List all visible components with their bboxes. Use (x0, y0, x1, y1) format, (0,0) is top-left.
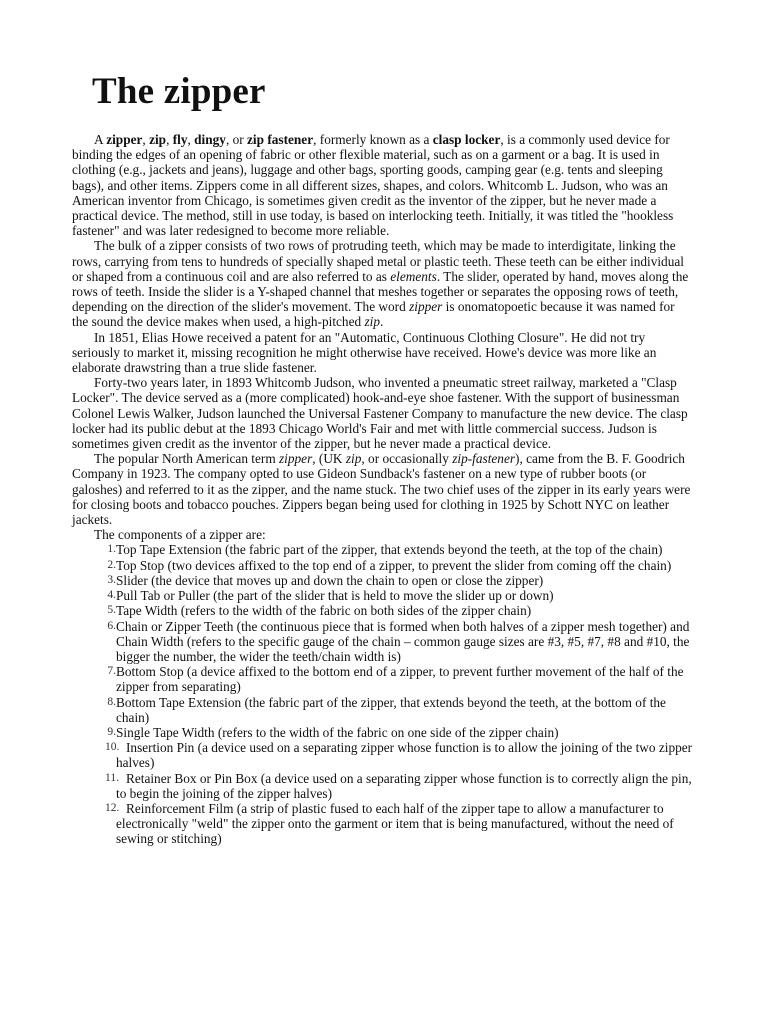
paragraph-structure (72, 238, 694, 329)
list-item-text: Top Stop (two devices affixed to the top end of a zipper, to prevent the slider from coming off the chain) (116, 557, 672, 573)
list-item (72, 740, 694, 770)
paragraph-term (72, 451, 694, 527)
p1-run: , is a commonly used device for binding the edges of an opening of fabric or other flexible material, such as on a garment or a bag. It is used in clothing (e.g., jackets and jeans), luggage and other bags, sporting goods, camping gear (e.g. tents and sleeping bags), and other items. Zippers come in all different sizes, shapes, and colors. Whitcomb L. Judson, who was an American inventor from Chicago, is sometimes given credit as the inventor of the zipper, but he never made a practical device. The method, still in use today, is based on interlocking teeth. Initially, it was titled the "hookless fastener" and was later redesigned to become more reliable. (72, 132, 674, 239)
list-item-text: Bottom Stop (a device affixed to the bottom end of a zipper, to prevent further movement of the half of the zipper from separating) (116, 664, 684, 695)
p1-run: dingy (194, 132, 226, 147)
list-item-number: 10. (105, 741, 120, 754)
p5-run: , (UK (312, 451, 346, 467)
list-item-text: Slider (the device that moves up and down the chain to open or close the zipper) (116, 572, 544, 588)
p2-run: . The slider, operated by hand, moves along the rows of teeth. Inside the slider is a Y-shaped channel that meshes together or separates the opposing rows of teeth, depending on the direction of the slider's movement. The word (72, 268, 689, 315)
list-item-text: Top Tape Extension (the fabric part of the zipper, that extends beyond the teeth, at the top of the chain) (116, 542, 663, 558)
list-item-number: 9. (107, 725, 116, 738)
p2-run: zip (364, 314, 380, 330)
p5-run: ), came from the B. F. Goodrich Company in 1923. The company opted to use Gideon Sundback's fastener on a new type of rubber boots (or galoshes) and referred to it as the zipper, and the name stuck. The two chief uses of the zipper in its early years were for closing boots and tobacco pouches. Zippers began being used for clothing in 1925 by Schott NYC on leather jackets. (72, 451, 691, 528)
p1-run: , (142, 132, 150, 147)
p2-run: is onomatopoetic because it was named for the sound the device makes when used, a high-pitched (72, 299, 675, 330)
p2-run: elements (390, 268, 437, 284)
p5-run: zip-fastener (452, 451, 516, 467)
p5-run: zip (345, 451, 362, 467)
list-item-text: Pull Tab or Puller (the part of the slider that is held to move the slider up or down) (116, 588, 554, 604)
p1-run: fly (172, 132, 188, 147)
list-item-text: Tape Width (refers to the width of the fabric on both sides of the zipper chain) (116, 603, 532, 619)
list-item-number: 6. (107, 619, 116, 632)
p5-run: The popular North American term (94, 451, 279, 467)
list-item (72, 542, 694, 557)
list-item-number: 1. (107, 543, 116, 556)
list-item-text: Retainer Box or Pin Box (a device used on a separating zipper whose function is to correctly align the pin, to begin the joining of the zipper halves) (116, 770, 692, 801)
p1-run: zip (149, 132, 167, 147)
p1-run: zipper (106, 132, 143, 147)
paragraph-components-intro: The components of a zipper are: (94, 527, 266, 543)
list-item (72, 603, 694, 618)
list-item-text: Single Tape Width (refers to the width of the fabric on one side of the zipper chain) (116, 724, 559, 740)
list-item (72, 725, 694, 740)
list-item-number: 3. (107, 573, 116, 586)
list-item-text: Reinforcement Film (a strip of plastic fused to each half of the zipper tape to allow a manufacturer to electronically "weld" the zipper onto the garment or item that is being manufactured, without the need of sewing or stitching) (116, 800, 674, 847)
p2-run: The bulk of a zipper consists of two rows of protruding teeth, which may be made to interdigitate, linking the rows, carrying from tens to hundreds of specially shaped metal or plastic teeth. These teeth can be either individual or shaped from a continuous coil and are also referred to as (72, 238, 684, 284)
list-item-number: 7. (107, 665, 116, 678)
list-item-text: Chain or Zipper Teeth (the continuous piece that is formed when both halves of a zipper mesh together) and Chain Width (refers to the specific gauge of the chain – common gauge sizes are #3, #5, #7, #8 and #10, the bigger the number, the wider the teeth/chain width is) (116, 618, 690, 664)
p5-run: zipper (279, 451, 313, 467)
p1-run: , or (225, 132, 248, 147)
list-item (72, 573, 694, 588)
list-item-text: Bottom Tape Extension (the fabric part of the zipper, that extends beyond the teeth, at the bottom of the chain) (116, 694, 666, 725)
components-list (72, 542, 694, 846)
list-item (72, 664, 694, 694)
list-item-number: 11. (105, 771, 119, 784)
list-item (72, 619, 694, 665)
p1-run: , (187, 132, 195, 147)
list-item (72, 771, 694, 801)
paragraph-intro (72, 132, 694, 238)
list-item-number: 2. (107, 558, 116, 571)
paragraph-howe: In 1851, Elias Howe received a patent for an "Automatic, Continuous Clothing Closure". He did not try seriously to market it, missing recognition he might otherwise have received. Howe's device was more like an elaborate drawstring than a true slide fastener. (72, 329, 657, 376)
p5-run: , or occasionally (361, 451, 453, 467)
p1-run: zip fastener (247, 132, 314, 147)
list-item-number: 5. (107, 604, 116, 617)
document-page (72, 70, 694, 847)
list-item-number: 8. (107, 695, 116, 708)
p1-run: , (166, 132, 173, 147)
p1-run: , formerly known as a (313, 132, 433, 147)
p1-run: clasp locker (432, 132, 501, 147)
list-item-text: Insertion Pin (a device used on a separating zipper whose function is to allow the joining of the two zipper halves) (116, 740, 693, 771)
list-item (72, 558, 694, 573)
p2-run: zipper (409, 299, 443, 315)
list-item (72, 801, 694, 847)
list-item-number: 4. (107, 589, 116, 602)
list-item-number: 12. (105, 801, 120, 814)
list-item (72, 695, 694, 725)
p1-run: A (94, 132, 107, 147)
paragraph-judson: Forty-two years later, in 1893 Whitcomb Judson, who invented a pneumatic street railway, marketed a "Clasp Locker". The device served as a (more complicated) hook-and-eye shoe fastener. With the support of businessman Colonel Lewis Walker, Judson launched the Universal Fastener Company to manufacture the new device. The clasp locker had its public debut at the 1893 Chicago World's Fair and met with little commercial success. Judson is sometimes given credit as the inventor of the zipper, but he never made a practical device. (72, 375, 688, 452)
list-item (72, 588, 694, 603)
page-title: The zipper (92, 71, 266, 112)
p2-run: . (379, 314, 384, 330)
